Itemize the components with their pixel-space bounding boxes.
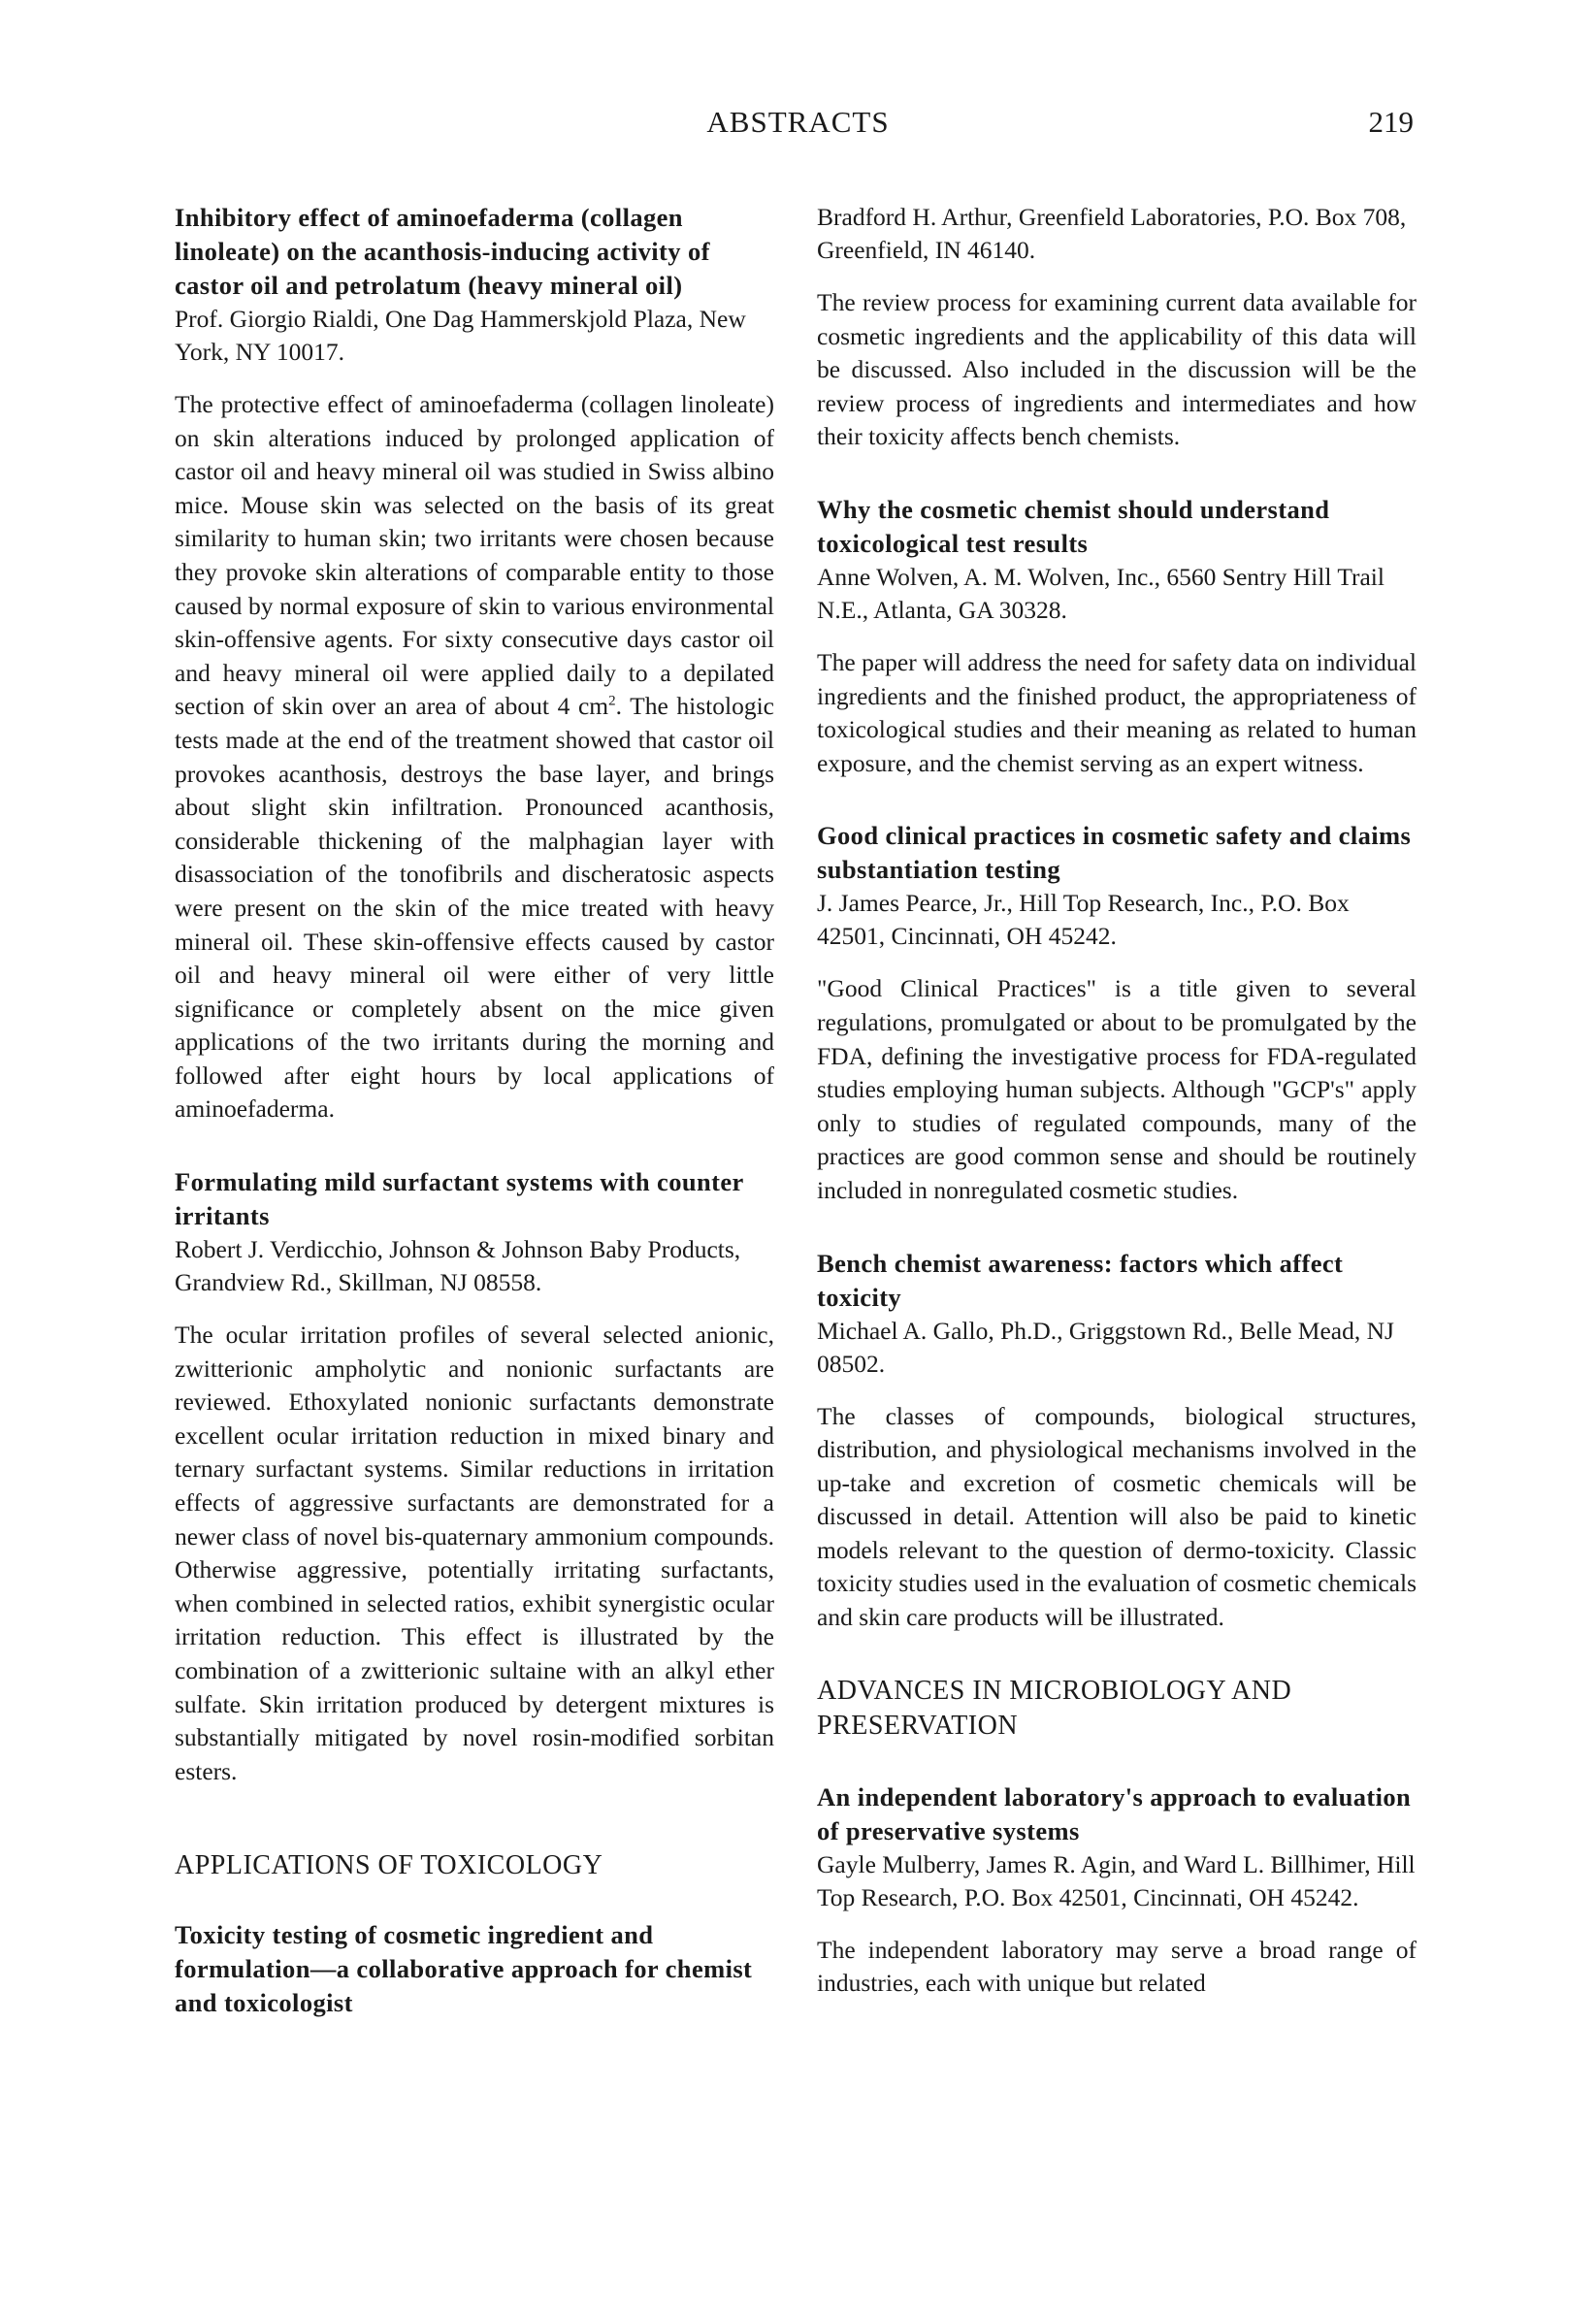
abstract-authors: Bradford H. Arthur, Greenfield Laboratories, P.O. Box 708, Greenfield, IN 46140. [817,203,1407,264]
abstract-body-part: . The histologic tests made at the end of the treatment showed that castor oil provokes acanthosis, destroys the base layer, and brings about slight skin infiltration. Pronounced acanthosis, considerable thickening of the malphagian layer with disassociation of the tonofibrils and discheratosic aspects were present on the skin of the mice treated with heavy mineral oil. These skin-offensive effects caused by castor oil and heavy mineral oil were either of very little significance or completely absent on the mice given applications of the two irritants during the morning and followed after eight hours by local applications of aminoefaderma. [175,692,774,1124]
abstract-body: "Good Clinical Practices" is a title given to several regulations, promulgated or about to be promulgated by the FDA, defining the investigative process for FDA-regulated studies employing human subjects. Although "GCP's" apply only to studies of regulated compounds, many of the practices are good common sense and should be routinely included in nonregulated cosmetic studies. [817,974,1417,1204]
abstract-body: The paper will address the need for safety data on individual ingredients and the finished product, the appropriateness of toxicological studies and their meaning as related to human exposure, and the chemist serving as an expert witness. [817,647,1417,777]
abstract-body: The independent laboratory may serve a broad range of industries, each with unique but related [817,1935,1417,1998]
superscript: 2 [608,693,616,709]
running-head: ABSTRACTS [706,105,890,139]
page-number: 219 [1368,105,1414,139]
section-heading: APPLICATIONS OF TOXICOLOGY [175,1850,603,1881]
abstract-title: Formulating mild surfactant systems with counter irritants [175,1167,744,1231]
abstract-title: An independent laboratory's approach to evaluation of preservative systems [817,1781,1412,1845]
abstract-body: The review process for examining current data available for cosmetic ingredients and the applicability of this data will be discussed. Also included in the discussion will be the review process of ingredients and intermediates and how their toxicity affects bench chemists. [817,288,1417,451]
abstract-title: Inhibitory effect of aminoefaderma (collagen linoleate) on the acanthosis-inducing activity of castor oil and petrolatum (heavy mineral oil) [175,203,710,300]
abstract-body [175,388,774,1126]
abstract-title: Why the cosmetic chemist should understand toxicological test results [817,494,1330,558]
section-heading: ADVANCES IN MICROBIOLOGY AND PRESERVATION [817,1675,1292,1741]
abstract-authors: Michael A. Gallo, Ph.D., Griggstown Rd., Belle Mead, NJ 08502. [817,1316,1394,1378]
abstract-authors: Anne Wolven, A. M. Wolven, Inc., 6560 Sentry Hill Trail N.E., Atlanta, GA 30328. [817,562,1384,624]
abstract-title: Bench chemist awareness: factors which affect toxicity [817,1248,1344,1312]
page-header [0,105,1596,144]
abstract-body: The ocular irritation profiles of several selected anionic, zwitterionic ampholytic and nonionic surfactants are reviewed. Ethoxylated nonionic surfactants demonstrate excellent ocular irritation reduction in mixed binary and ternary surfactant systems. Similar reductions in irritation effects of aggressive surfactants are demonstrated for a newer class of novel bis-quaternary ammonium compounds. Otherwise aggressive, potentially irritating surfactants, when combined in selected ratios, exhibit synergistic ocular irritation reduction. This effect is illustrated by the combination of a zwitterionic sultaine with an alkyl ether sulfate. Skin irritation produced by detergent mixtures is substantially mitigated by novel rosin-modified sorbitan esters. [175,1321,774,1785]
left-column [175,201,774,2020]
abstract-title: Toxicity testing of cosmetic ingredient and formulation—a collaborative approach for chemist and toxicologist [175,1920,753,2018]
abstract-body-part: The protective effect of aminoefaderma (collagen linoleate) on skin alterations induced by prolonged application of castor oil and heavy mineral oil was studied in Swiss albino mice. Mouse skin was selected on the basis of its great similarity to human skin; two irritants were chosen because they provoke skin alterations of comparable entity to those caused by normal exposure of skin to various environmental skin-offensive agents. For sixty consecutive days castor oil and heavy mineral oil were applied daily to a depilated section of skin over an area of about 4 cm [175,390,774,721]
right-column [817,201,1417,2040]
abstract-authors: Prof. Giorgio Rialdi, One Dag Hammerskjold Plaza, New York, NY 10017. [175,305,746,366]
abstract-title: Good clinical practices in cosmetic safety and claims substantiation testing [817,821,1412,885]
abstract-authors: J. James Pearce, Jr., Hill Top Research, Inc., P.O. Box 42501, Cincinnati, OH 45242. [817,889,1350,951]
abstract-authors: Robert J. Verdicchio, Johnson & Johnson Baby Products, Grandview Rd., Skillman, NJ 08558. [175,1235,741,1297]
abstract-authors: Gayle Mulberry, James R. Agin, and Ward L. Billhimer, Hill Top Research, P.O. Box 42501, Cincinnati, OH 45242. [817,1849,1416,1911]
abstract-body: The classes of compounds, biological structures, distribution, and physiological mechanisms involved in the up-take and excretion of cosmetic chemicals will be discussed in detail. Attention will also be paid to kinetic models relevant to the question of dermo-toxicity. Classic toxicity studies used in the evaluation of cosmetic chemicals and skin care products will be illustrated. [817,1401,1417,1632]
